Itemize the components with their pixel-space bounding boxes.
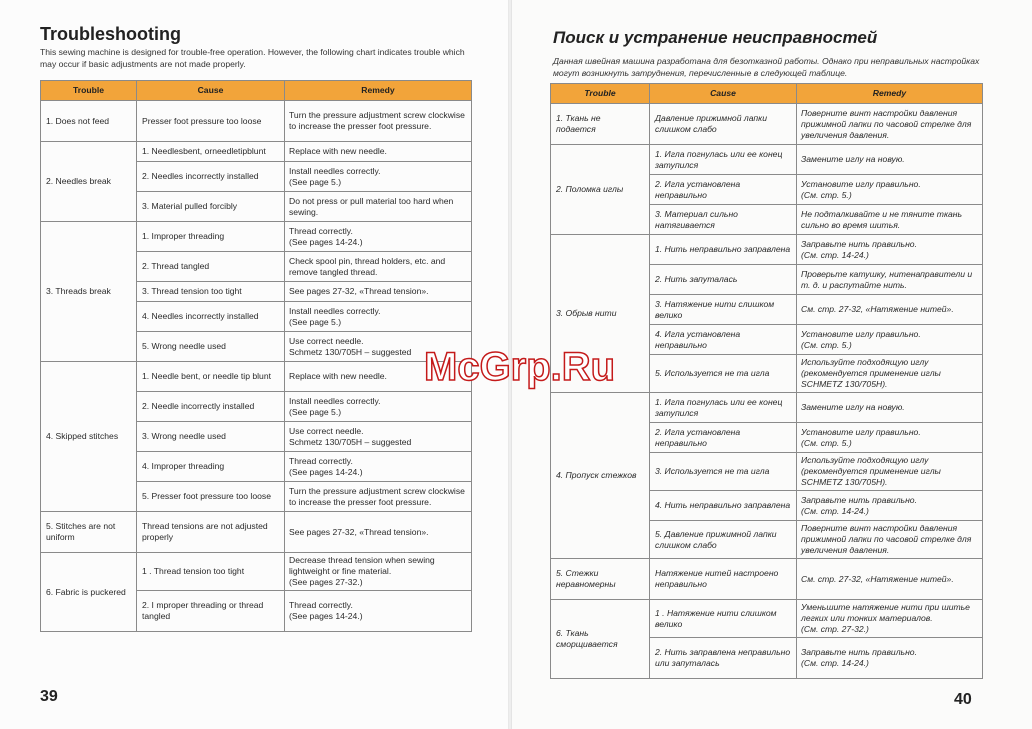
cause-cell: Давление прижимной лапки слишком слабо <box>650 104 797 145</box>
cause-cell: 1. Игла погнулась или ее конец затупился <box>650 145 797 175</box>
remedy-cell: Turn the pressure adjustment screw clockwise to increase the presser foot pressure. <box>285 482 472 512</box>
cause-cell: 2. Needles incorrectly installed <box>137 162 285 192</box>
table-row <box>41 362 472 392</box>
header-remedy: Remedy <box>797 84 983 104</box>
remedy-cell: Поверните винт настройки давления прижимной лапки по часовой стрелке для увеличения давления. <box>797 521 983 559</box>
remedy-cell: Check spool pin, thread holders, etc. and remove tangled thread. <box>285 252 472 282</box>
trouble-cell: 1. Ткань не подается <box>551 104 650 145</box>
table-row <box>41 101 472 142</box>
cause-cell: 3. Thread tension too tight <box>137 282 285 302</box>
cause-cell: 2. Игла установлена неправильно <box>650 175 797 205</box>
remedy-cell: Thread correctly. (See pages 14-24.) <box>285 452 472 482</box>
table-row <box>41 222 472 252</box>
trouble-cell: 5. Стежки неравномерны <box>551 559 650 600</box>
remedy-cell: Установите иглу правильно. (См. стр. 5.) <box>797 423 983 453</box>
cause-cell: 2. Нить запуталась <box>650 265 797 295</box>
table-row <box>41 553 472 591</box>
remedy-cell: Decrease thread tension when sewing lightweight or fine material. (See pages 27-32.) <box>285 553 472 591</box>
remedy-cell: Замените иглу на новую. <box>797 145 983 175</box>
remedy-cell: Уменьшите натяжение нити при шитье легких или тонких материалов. (См. стр. 27-32.) <box>797 600 983 638</box>
cause-cell: 3. Wrong needle used <box>137 422 285 452</box>
remedy-cell: Заправьте нить правильно. (См. стр. 14-24.) <box>797 491 983 521</box>
table-header-row <box>41 81 472 101</box>
remedy-cell: Thread correctly. (See pages 14-24.) <box>285 222 472 252</box>
header-remedy: Remedy <box>285 81 472 101</box>
remedy-cell: См. стр. 27-32, «Натяжение нитей». <box>797 559 983 600</box>
cause-cell: 1. Needle bent, or needle tip blunt <box>137 362 285 392</box>
intro-text: This sewing machine is designed for trouble-free operation. However, the following chart indicates trouble which may occur if basic adjustments are not made properly. <box>40 47 465 69</box>
trouble-cell: 6. Ткань сморщивается <box>551 600 650 679</box>
remedy-cell: Замените иглу на новую. <box>797 393 983 423</box>
trouble-cell: 2. Поломка иглы <box>551 145 650 235</box>
cause-cell: 3. Натяжение нити слишком велико <box>650 295 797 325</box>
page-title: Поиск и устранение неисправностей <box>553 28 878 47</box>
cause-cell: Натяжение нитей настроено неправильно <box>650 559 797 600</box>
table-row <box>551 104 983 145</box>
cause-cell: Thread tensions are not adjusted properly <box>137 512 285 553</box>
header-trouble: Trouble <box>41 81 137 101</box>
trouble-cell: 2. Needles break <box>41 142 137 222</box>
remedy-cell: Используйте подходящую иглу (рекомендуется применение иглы SCHMETZ 130/705H). <box>797 453 983 491</box>
cause-cell: 2. Needle incorrectly installed <box>137 392 285 422</box>
page-number: 40 <box>954 691 972 708</box>
table-body <box>41 101 472 632</box>
trouble-cell: 6. Fabric is puckered <box>41 553 137 632</box>
remedy-cell: Заправьте нить правильно. (См. стр. 14-24.) <box>797 235 983 265</box>
cause-cell: 2. I mproper threading or thread tangled <box>137 591 285 632</box>
table-row <box>551 600 983 638</box>
remedy-cell: Use correct needle. Schmetz 130/705H – suggested <box>285 332 472 362</box>
cause-cell: 1. Нить неправильно заправлена <box>650 235 797 265</box>
table-row <box>551 235 983 265</box>
cause-cell: 4. Needles incorrectly installed <box>137 302 285 332</box>
cause-cell: 1. Needlesbent, orneedletipblunt <box>137 142 285 162</box>
cause-cell: 5. Presser foot pressure too loose <box>137 482 285 512</box>
header-cause: Cause <box>650 84 797 104</box>
watermark-text: McGrp.Ru <box>424 345 616 389</box>
cause-cell: 3. Material pulled forcibly <box>137 192 285 222</box>
cause-cell: 1 . Натяжение нити слишком велико <box>650 600 797 638</box>
cause-cell: 1. Improper threading <box>137 222 285 252</box>
remedy-cell: Установите иглу правильно. (См. стр. 5.) <box>797 325 983 355</box>
table-row <box>41 142 472 162</box>
table-row <box>551 145 983 175</box>
trouble-cell: 1. Does not feed <box>41 101 137 142</box>
remedy-cell: Turn the pressure adjustment screw clockwise to increase the presser foot pressure. <box>285 101 472 142</box>
troubleshooting-table <box>40 80 472 632</box>
cause-cell: 5. Wrong needle used <box>137 332 285 362</box>
header-cause: Cause <box>137 81 285 101</box>
table-row <box>551 393 983 423</box>
remedy-cell: Do not press or pull material too hard when sewing. <box>285 192 472 222</box>
cause-cell: Presser foot pressure too loose <box>137 101 285 142</box>
trouble-cell: 4. Пропуск стежков <box>551 393 650 559</box>
cause-cell: 1. Игла погнулась или ее конец затупился <box>650 393 797 423</box>
trouble-cell: 4. Skipped stitches <box>41 362 137 512</box>
header-trouble: Trouble <box>551 84 650 104</box>
remedy-cell: Thread correctly. (See pages 14-24.) <box>285 591 472 632</box>
remedy-cell: Не подталкивайте и не тяните ткань сильно во время шитья. <box>797 205 983 235</box>
remedy-cell: See pages 27-32, «Thread tension». <box>285 512 472 553</box>
trouble-cell: 3. Обрыв нити <box>551 235 650 393</box>
remedy-cell: Поверните винт настройки давления прижимной лапки по часовой стрелке для увеличения давления. <box>797 104 983 145</box>
intro-text: Данная швейная машина разработана для безотказной работы. Однако при неправильных настройках могут возникнуть затруднения, перечисленные в следующей таблице. <box>553 56 980 78</box>
trouble-cell: 3. Threads break <box>41 222 137 362</box>
page-number: 39 <box>40 688 58 705</box>
cause-cell: 2. Нить заправлена неправильно или запуталась <box>650 638 797 679</box>
cause-cell: 4. Игла установлена неправильно <box>650 325 797 355</box>
remedy-cell: Проверьте катушку, нитенаправители и т. д. и распутайте нить. <box>797 265 983 295</box>
remedy-cell: Установите иглу правильно. (См. стр. 5.) <box>797 175 983 205</box>
cause-cell: 2. Thread tangled <box>137 252 285 282</box>
page-title: Troubleshooting <box>40 24 181 44</box>
cause-cell: 4. Нить неправильно заправлена <box>650 491 797 521</box>
table-row <box>551 559 983 600</box>
remedy-cell: Replace with new needle. <box>285 362 472 392</box>
remedy-cell: См. стр. 27-32, «Натяжение нитей». <box>797 295 983 325</box>
table-body <box>551 104 983 679</box>
cause-cell: 1 . Thread tension too tight <box>137 553 285 591</box>
cause-cell: 5. Давление прижимной лапки слишком слабо <box>650 521 797 559</box>
remedy-cell: Заправьте нить правильно. (См. стр. 14-24.) <box>797 638 983 679</box>
trouble-cell: 5. Stitches are not uniform <box>41 512 137 553</box>
cause-cell: 3. Используется не та игла <box>650 453 797 491</box>
table-row <box>41 512 472 553</box>
remedy-cell: Install needles correctly. (See page 5.) <box>285 162 472 192</box>
cause-cell: 4. Improper threading <box>137 452 285 482</box>
table-header-row <box>551 84 983 104</box>
remedy-cell: Install needles correctly. (See page 5.) <box>285 392 472 422</box>
remedy-cell: Install needles correctly. (See page 5.) <box>285 302 472 332</box>
remedy-cell: Replace with new needle. <box>285 142 472 162</box>
cause-cell: 5. Используется не та игла <box>650 355 797 393</box>
cause-cell: 2. Игла установлена неправильно <box>650 423 797 453</box>
remedy-cell: Use correct needle. Schmetz 130/705H – suggested <box>285 422 472 452</box>
cause-cell: 3. Материал сильно натягивается <box>650 205 797 235</box>
remedy-cell: Используйте подходящую иглу (рекомендуется применение иглы SCHMETZ 130/705H). <box>797 355 983 393</box>
remedy-cell: See pages 27-32, «Thread tension». <box>285 282 472 302</box>
